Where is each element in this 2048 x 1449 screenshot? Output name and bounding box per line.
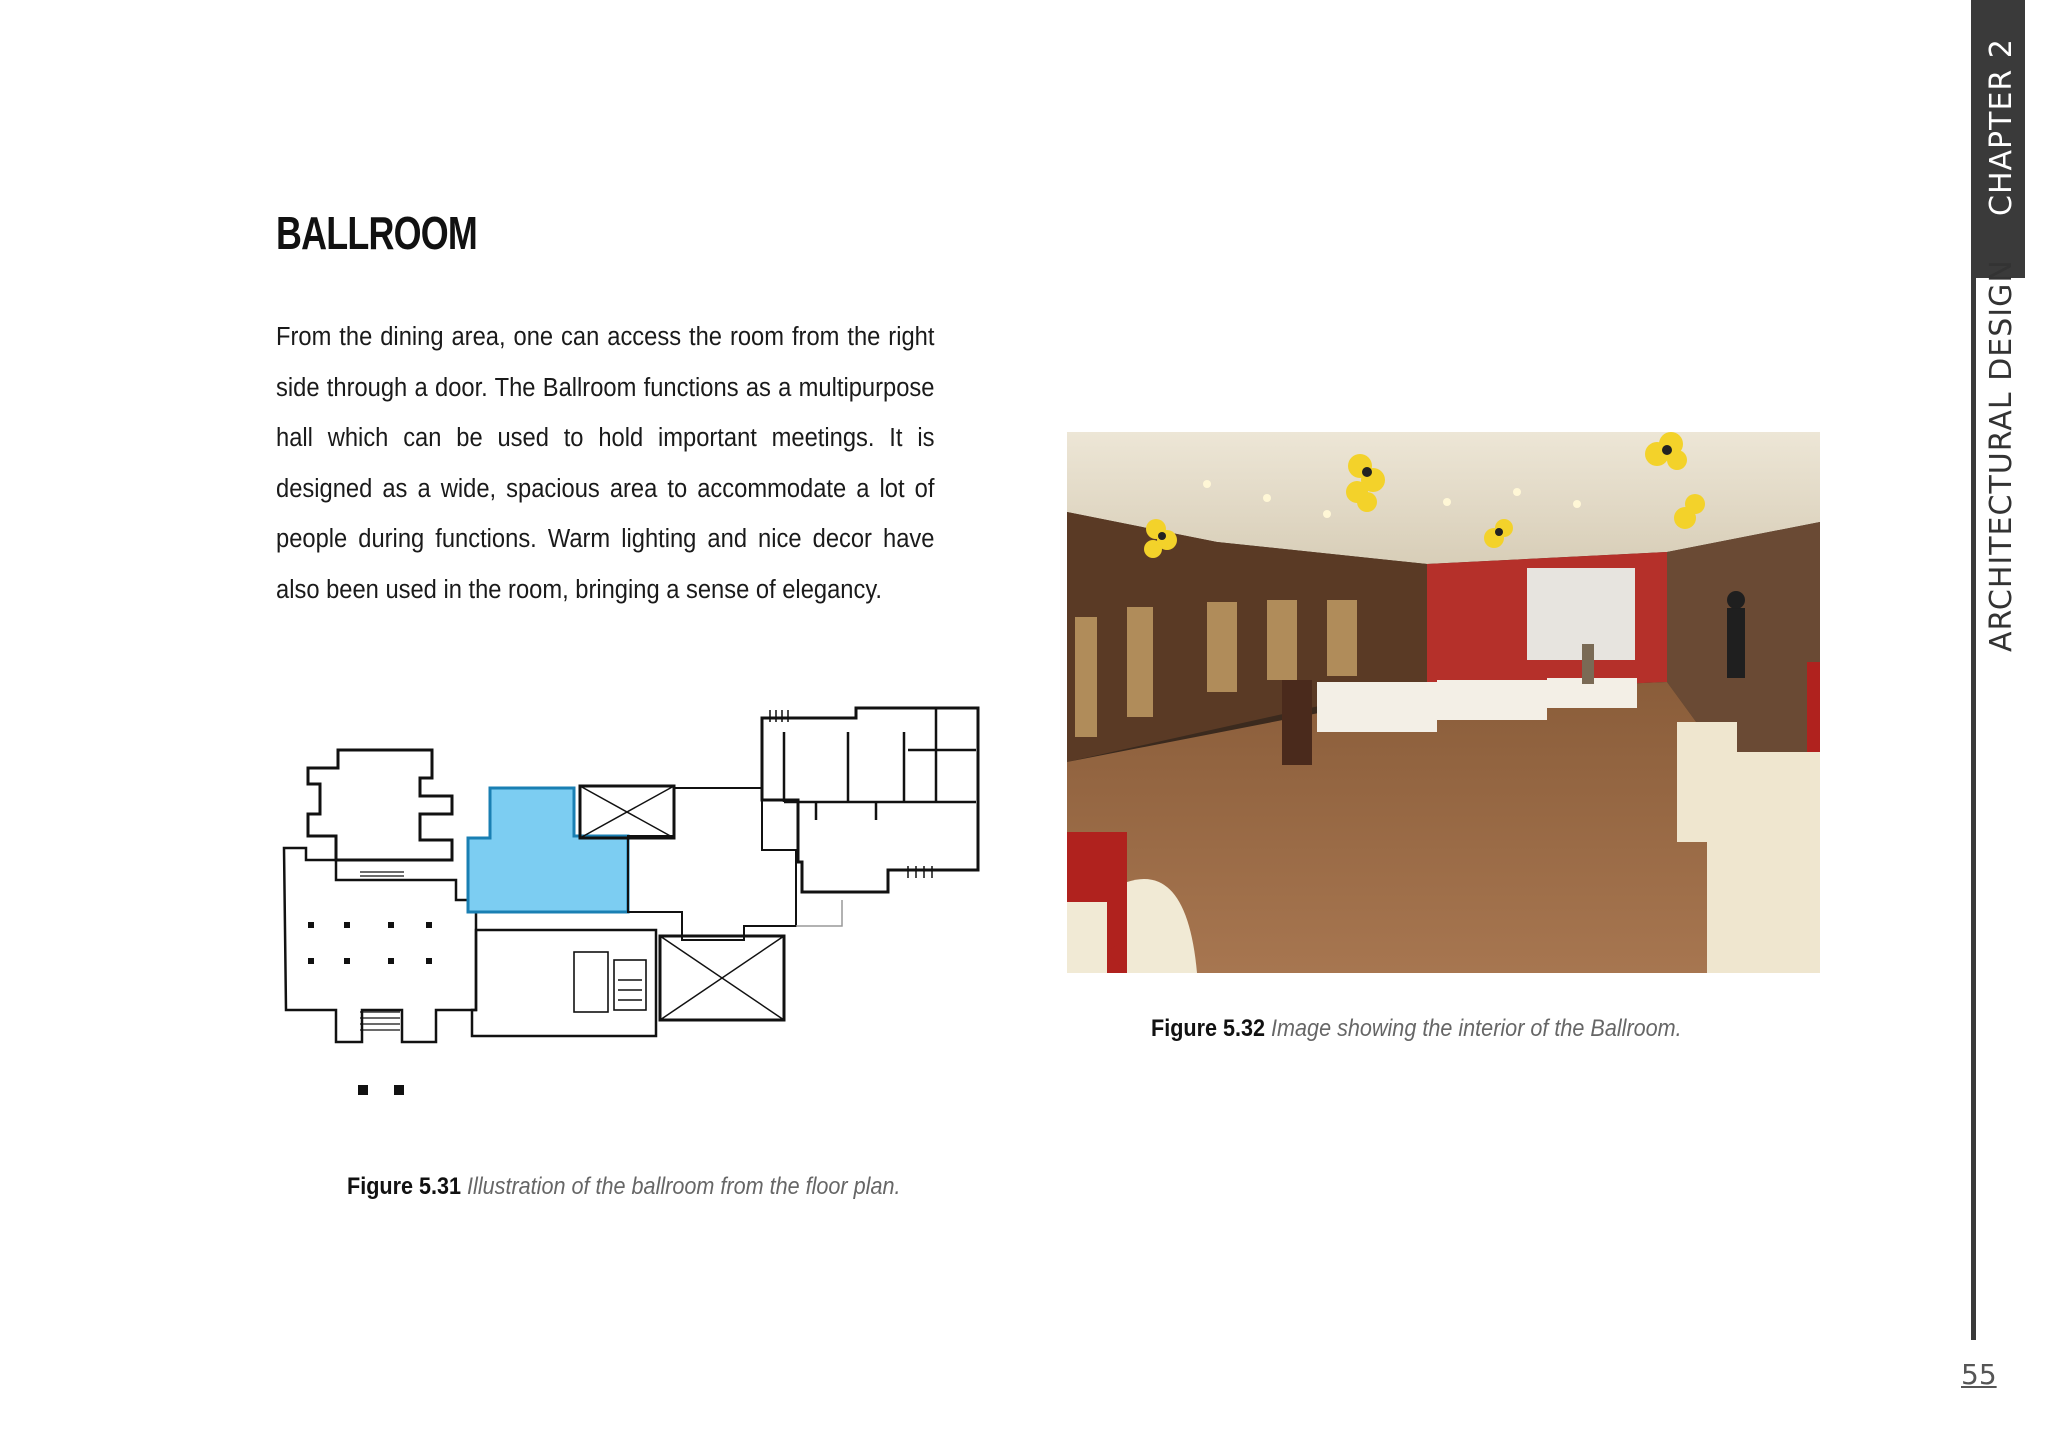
- plan-right-wing: [762, 708, 978, 892]
- figure-caption-floorplan: [347, 1173, 900, 1201]
- figure-description: Image showing the interior of the Ballroom.: [1271, 1015, 1682, 1042]
- plan-wc-marks: [770, 710, 932, 878]
- chapter-label: CHAPTER 2: [1984, 38, 2019, 216]
- plan-middle-block: [628, 788, 796, 940]
- figure-label: Figure 5.31: [347, 1173, 462, 1200]
- plan-kitchen-detail: [574, 952, 646, 1012]
- body-paragraph: From the dining area, one can access the room from the right side through a door. The Ballroom functions as a multipurpose hall which can be used to hold important meetings. It is designed as a wide, spacious area to accommodate a lot of people during functions. Warm lighting and nice decor have also been used in the room, bringing a sense of elegancy.: [276, 323, 935, 604]
- plan-lobby-hall: [284, 848, 476, 1042]
- section-label: ARCHITECTURAL DESIGN: [1984, 259, 2019, 652]
- plan-right-rooms: [784, 708, 976, 820]
- figure-caption-photo: [1151, 1015, 1682, 1043]
- floor-plan-image: [276, 690, 992, 1110]
- figure-description: Illustration of the ballroom from the floor plan.: [467, 1173, 901, 1200]
- page-number: 55: [1961, 1358, 1997, 1391]
- sidebar-rule: [1971, 278, 1976, 1340]
- plan-upper-left-block: [308, 750, 452, 860]
- plan-columns: [308, 922, 432, 1095]
- section-title: BALLROOM: [276, 207, 478, 259]
- ballroom-interior-photo: [1067, 432, 1820, 973]
- plan-stairs: [360, 872, 404, 1030]
- plan-kitchen-block: [472, 930, 656, 1036]
- ballroom-highlight: [468, 788, 628, 912]
- figure-label: Figure 5.32: [1151, 1015, 1266, 1042]
